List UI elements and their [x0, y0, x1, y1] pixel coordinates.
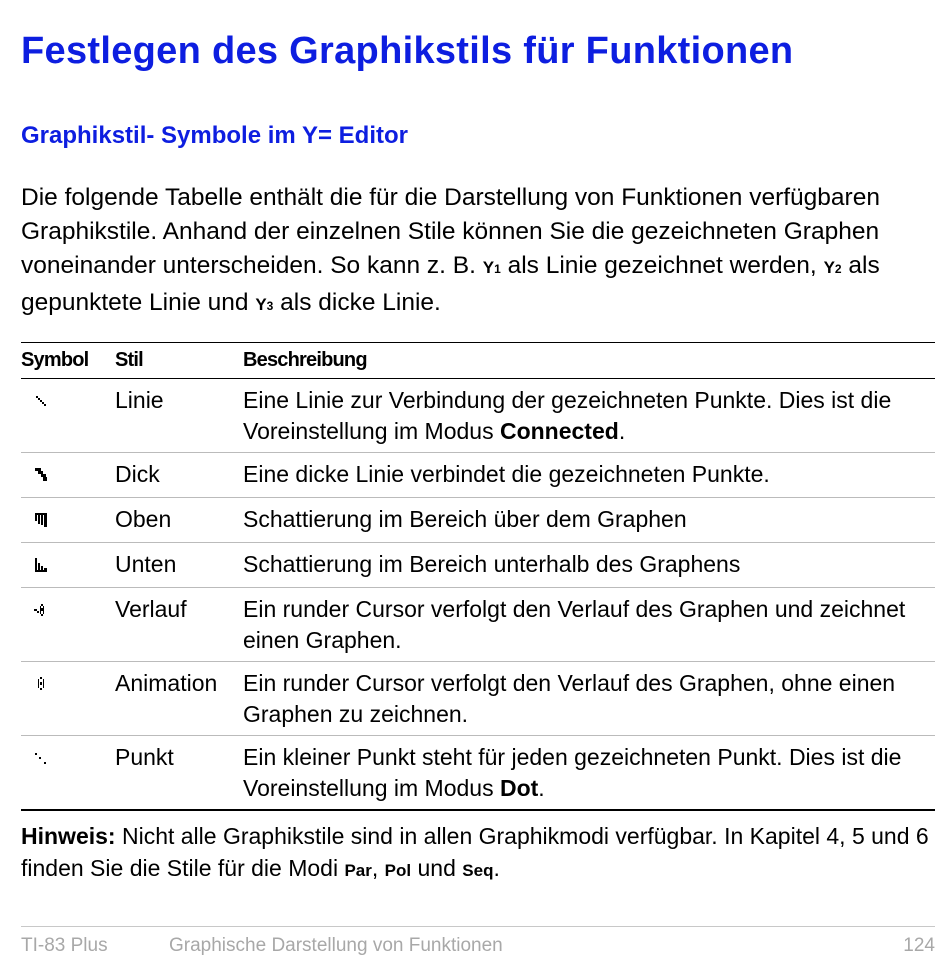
style-name: Punkt: [115, 736, 243, 811]
style-name: Linie: [115, 379, 243, 453]
table-row: [21, 662, 935, 736]
header-symbol: Symbol: [21, 343, 115, 379]
table-row: [21, 736, 935, 811]
style-description: Ein kleiner Punkt steht für jeden gezeichneten Punkt. Dies ist die Voreinstellung im Modus Dot.: [243, 736, 935, 811]
intro-paragraph: [21, 181, 935, 323]
table-row: [21, 453, 935, 498]
footer-chapter: Graphische Darstellung von Funktionen: [169, 935, 503, 956]
style-description: Ein runder Cursor verfolgt den Verlauf des Graphen, ohne einen Graphen zu zeichnen.: [243, 662, 935, 736]
animate-style-icon: [21, 668, 61, 701]
style-name: Verlauf: [115, 588, 243, 662]
table-row: [21, 379, 935, 453]
y2-key: Y2: [823, 258, 842, 277]
graph-style-table: [21, 342, 935, 811]
page-title: Festlegen des Graphikstils für Funktionen: [21, 30, 794, 72]
style-name: Oben: [115, 498, 243, 543]
mode-pol: Pol: [384, 861, 412, 880]
note-label: Hinweis:: [21, 823, 116, 849]
table-row: [21, 543, 935, 588]
footer-page-number: 124: [903, 935, 935, 956]
shade-below-icon: [21, 549, 61, 582]
table-row: [21, 588, 935, 662]
header-beschreibung: Beschreibung: [243, 343, 935, 379]
thick-style-icon: [21, 459, 61, 492]
style-description: Schattierung im Bereich über dem Graphen: [243, 498, 935, 543]
intro-text-1: Die folgende Tabelle enthält die für die Darstellung von Funktionen verfügbaren Graphikstile. Anhand der einzelnen Stile können Sie die gezeichneten Graphen voneinander unterscheiden. So kann z. B.: [21, 184, 880, 279]
mode-par: Par: [344, 861, 372, 880]
y1-key: Y1: [482, 258, 501, 277]
line-style-icon: [21, 385, 61, 418]
style-description: Ein runder Cursor verfolgt den Verlauf des Graphen und zeichnet einen Graphen.: [243, 588, 935, 662]
path-style-icon: [21, 594, 61, 627]
page-footer: [21, 926, 935, 961]
shade-above-icon: [21, 504, 61, 537]
header-stil: Stil: [115, 343, 243, 379]
style-description: Schattierung im Bereich unterhalb des Graphens: [243, 543, 935, 588]
dot-style-icon: [21, 742, 61, 775]
style-name: Unten: [115, 543, 243, 588]
note-paragraph: Hinweis: Nicht alle Graphikstile sind in allen Graphikmodi verfügbar. In Kapitel 4, 5 und 6 finden Sie die Stile für die Modi Par, Pol und Seq.: [21, 823, 929, 881]
style-name: Dick: [115, 453, 243, 498]
mode-seq: Seq: [462, 861, 494, 880]
style-description: Eine Linie zur Verbindung der gezeichneten Punkte. Dies ist die Voreinstellung im Modus Connected.: [243, 379, 935, 453]
footer-product: TI-83 Plus: [21, 935, 108, 956]
table-row: [21, 498, 935, 543]
section-subtitle: Graphikstil- Symbole im Y= Editor: [21, 122, 408, 149]
style-name: Animation: [115, 662, 243, 736]
intro-text-4: als dicke Linie.: [273, 289, 441, 316]
y3-key: Y3: [255, 295, 274, 314]
intro-text-2: als Linie gezeichnet werden,: [500, 252, 824, 279]
style-description: Eine dicke Linie verbindet die gezeichneten Punkte.: [243, 453, 935, 498]
intro-text-3: als gepunktete Linie und: [21, 252, 880, 316]
table-header-row: [21, 343, 935, 379]
